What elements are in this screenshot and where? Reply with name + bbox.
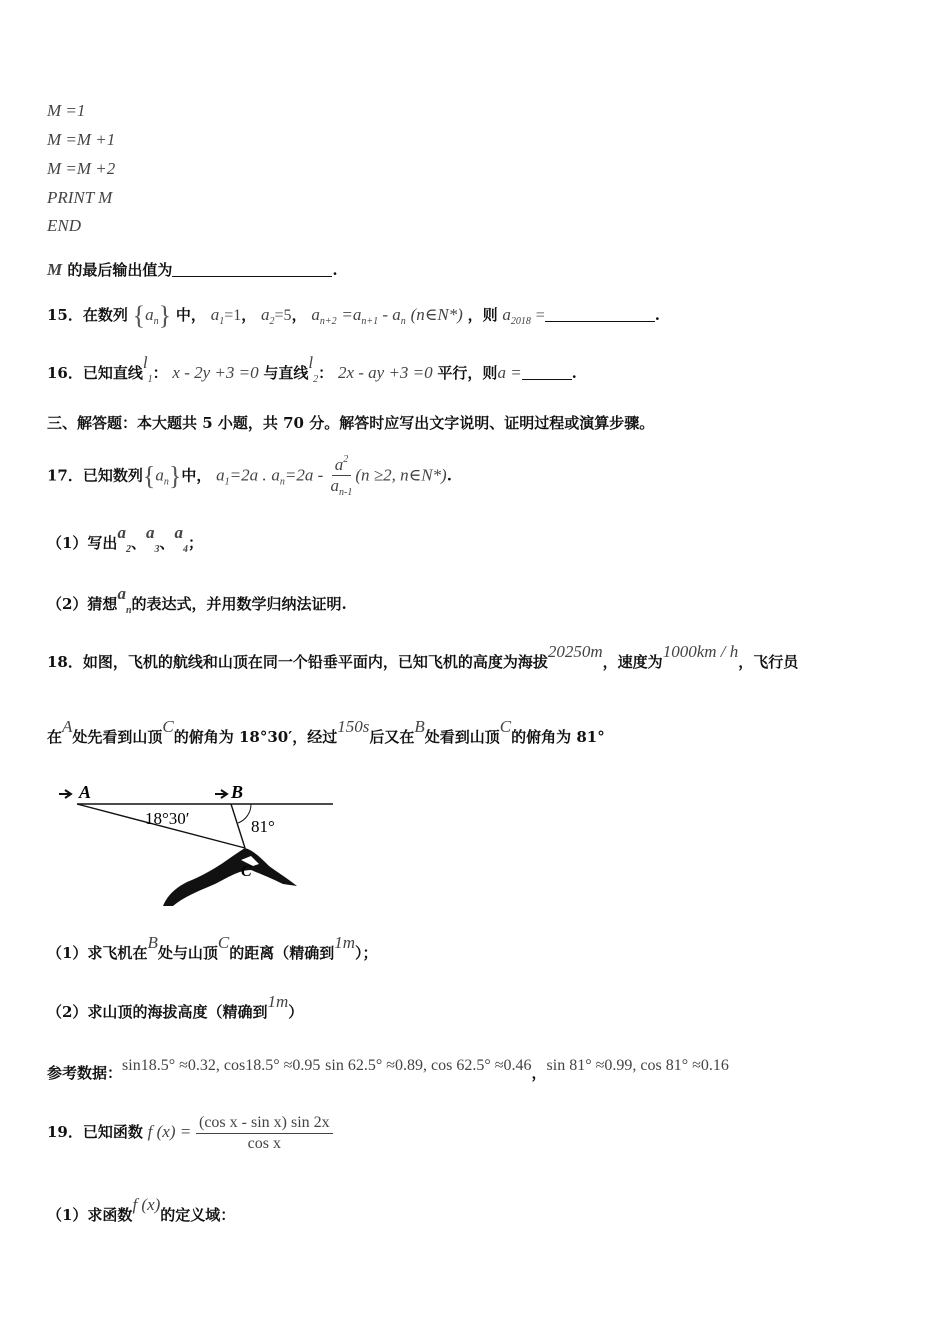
q18-after: 后又在 xyxy=(369,728,415,746)
q18-p2-b: ） xyxy=(288,1003,304,1021)
q15-a2: a xyxy=(261,305,270,324)
program-line-4: PRINT M xyxy=(47,188,113,207)
q19-denominator: cos x xyxy=(247,1134,281,1152)
q15-target-sub: 2018 xyxy=(510,316,531,327)
q18-p1-d: ）； xyxy=(355,944,378,962)
question-16 xyxy=(47,353,577,391)
q15-target: a xyxy=(502,305,511,324)
q18-p2-unit: 1m xyxy=(267,992,289,1011)
q18-p1-b: 处与山顶 xyxy=(157,944,218,962)
q18-at: 在 xyxy=(47,728,63,746)
q15-seq-sub: n xyxy=(153,316,159,327)
q18-intro: 18．如图，飞机的航线和山顶在同一个铅垂平面内，已知飞机的高度为海拔 xyxy=(47,653,548,671)
q17-an-rhs: =2a - xyxy=(284,465,328,485)
q17-p1-sep: 、 xyxy=(130,534,146,552)
q18-p1-point-c: C xyxy=(217,933,230,952)
q19-p1-b: 的定义域： xyxy=(160,1206,236,1224)
fig-label-c: C xyxy=(241,863,252,880)
q14-text: 的最后输出值为 xyxy=(67,261,173,279)
q18-angle-2-text: 的俯角为 81° xyxy=(511,728,605,746)
q18-line-1 xyxy=(47,642,799,673)
q15-rec-rhs1: =a xyxy=(341,305,362,324)
q17-p1-sub3: 3 xyxy=(154,544,160,555)
question-19 xyxy=(47,1110,333,1154)
q18-height: 20250m xyxy=(547,642,603,661)
q18-pilot: ，飞行员 xyxy=(738,653,799,671)
q18-angle-1-text: 的俯角为 18°30′，经过 xyxy=(173,728,338,746)
ref-label: 参考数据： xyxy=(47,1064,123,1082)
q17-p1-sub2: 2 xyxy=(125,544,131,555)
q15-then: ，则 xyxy=(467,306,498,324)
q19-part-1 xyxy=(47,1195,236,1226)
q17-end: . xyxy=(446,466,452,485)
q14-output-line: M 的最后输出值为 . xyxy=(47,260,338,279)
q16-with: 与直线 xyxy=(263,364,309,382)
q17-frac-den-sub: n-1 xyxy=(339,487,353,498)
q17-p2-sub: n xyxy=(125,605,132,616)
q18-p1-point-b: B xyxy=(147,933,158,952)
q18-p1-c: 的距离（精确到 xyxy=(229,944,335,962)
q15-number: 15．在数列 xyxy=(47,306,128,324)
q16-eq1: x - 2y +3 =0 xyxy=(172,363,259,382)
q18-point-b: B xyxy=(414,717,425,736)
q15-domain: (n∈N*) xyxy=(410,305,463,324)
q15-rec-rhs1-sub: n+1 xyxy=(361,316,379,327)
q18-part-1 xyxy=(47,933,378,964)
q18-figure xyxy=(55,778,345,913)
q17-a1-rhs: =2a . xyxy=(229,465,267,485)
q16-l1-sub: 1 xyxy=(147,374,153,385)
q16-end: . xyxy=(571,364,577,382)
section-3-heading: 三、解答题：本大题共 5 小题，共 70 分。解答时应写出文字说明、证明过程或演算步骤。 xyxy=(47,414,655,432)
q16-parallel: 平行，则 xyxy=(437,364,498,382)
q19-f: f (x) = xyxy=(147,1122,192,1141)
ref-comma: ， xyxy=(531,1064,547,1082)
mountain-shape xyxy=(163,848,297,906)
q15-a2-sub: 2 xyxy=(269,316,275,327)
q18-speed: 1000km / h xyxy=(662,642,739,661)
question-15: 15．在数列 $\{a_n\}$ 中， $a_1=1$， $a_2=5$， $a_{n+2} =a_{n+1} - a_n$ (n∈N*) ，则 $a_{2018}$ = . xyxy=(47,301,660,330)
q18-p2-a: （2）求山顶的海拔高度（精确到 xyxy=(47,1003,268,1021)
q15-rec-rhs2-sub: n xyxy=(400,316,406,327)
q17-an-sub: n xyxy=(279,476,285,488)
fig-label-b: B xyxy=(231,782,244,802)
q18-line-2 xyxy=(47,717,605,748)
q17-p1-a2: a xyxy=(117,523,126,542)
q18-point-c: C xyxy=(162,717,174,736)
q18-point-c2: C xyxy=(499,717,512,736)
q17-number: 17．已知数列 xyxy=(47,466,143,485)
q18-p1-a: （1）求飞机在 xyxy=(47,944,148,962)
q18-part-2 xyxy=(47,992,304,1023)
q15-comma: ， xyxy=(241,306,257,324)
q17-a1-sub: 1 xyxy=(224,476,230,488)
q19-numerator: (cos x - sin x) sin 2x xyxy=(196,1113,333,1134)
q17-p1-sub4: 4 xyxy=(182,544,188,555)
q15-rec-minus: - a xyxy=(378,305,401,324)
q17-fraction xyxy=(328,450,356,503)
ref-62-5: sin 62.5° ≈0.89, cos 62.5° ≈0.46 xyxy=(325,1057,532,1074)
q17-part-2 xyxy=(47,584,347,622)
q17-frac-num: a xyxy=(334,455,344,474)
fig-label-a: A xyxy=(79,782,92,802)
q17-seq: a xyxy=(155,465,164,485)
q17-a1: a xyxy=(216,465,225,485)
q15-seq: a xyxy=(145,305,154,324)
q16-eq2: 2x - ay +3 =0 xyxy=(337,363,433,382)
fig-angle-1: 18°30′ xyxy=(145,809,190,828)
q19-number: 19．已知函数 xyxy=(47,1123,143,1141)
q17-part-1 xyxy=(47,523,203,561)
answer-blank xyxy=(545,307,655,322)
q15-a2-rhs: =5 xyxy=(274,307,292,324)
q15-a1-sub: 1 xyxy=(219,316,225,327)
q16-colon2: ： xyxy=(318,364,334,382)
q16-l1: l xyxy=(142,353,148,372)
q15-a1: a xyxy=(210,305,220,324)
fig-angle-2: 81° xyxy=(251,817,275,836)
q17-seq-sub: n xyxy=(163,476,169,488)
arrow-icon xyxy=(59,790,71,798)
q17-p2-label: （2）猜想 xyxy=(47,595,118,613)
q18-first-see: 处先看到山顶 xyxy=(72,728,163,746)
program-line-2: M =M +1 xyxy=(47,130,116,149)
q15-rec-lhs: a xyxy=(311,305,320,324)
arrow-icon xyxy=(215,790,227,798)
program-line-3: M =M +2 xyxy=(47,159,116,178)
q19-fraction xyxy=(196,1113,333,1154)
q17-p1-a3: a xyxy=(145,523,155,542)
q17-cond: (n ≥2, n∈N*) xyxy=(355,465,447,485)
q17-p2-a: a xyxy=(117,584,126,603)
ref-81: sin 81° ≈0.99, cos 81° ≈0.16 xyxy=(546,1057,729,1074)
q15-end: . xyxy=(654,306,660,324)
q18-reference-data xyxy=(47,1054,729,1082)
sight-line-b xyxy=(231,804,245,848)
q18-point-a: A xyxy=(62,717,73,736)
program-line-5: END xyxy=(47,216,81,235)
q17-p1-sep: 、 xyxy=(159,534,175,552)
q17-p1-a4: a xyxy=(174,523,183,542)
q16-a: a = xyxy=(497,363,522,382)
q19-p1-a: （1）求函数 xyxy=(47,1206,133,1224)
q17-mid: 中， xyxy=(181,466,212,485)
q18-see-again: 处看到山顶 xyxy=(424,728,500,746)
answer-blank xyxy=(172,262,332,277)
q15-eq: = xyxy=(535,307,545,324)
q17-frac-den: a xyxy=(330,476,340,495)
q18-time: 150s xyxy=(337,717,370,736)
q16-l2: l xyxy=(308,353,314,372)
q15-a1-rhs: =1 xyxy=(224,307,242,324)
q19-p1-f: f (x) xyxy=(132,1195,161,1214)
q15-mid: 中， xyxy=(175,306,206,324)
ref-18-5: sin18.5° ≈0.32, cos18.5° ≈0.95 xyxy=(122,1057,321,1074)
q16-l2-sub: 2 xyxy=(313,374,319,385)
program-line-1: M =1 xyxy=(47,101,86,120)
q17-p1-label: （1）写出 xyxy=(47,534,118,552)
q16-number: 16．已知直线 xyxy=(47,364,143,382)
q17-frac-num-sup: 2 xyxy=(343,454,349,465)
q17-an: a xyxy=(271,465,280,485)
q17-p2-text: 的表达式，并用数学归纳法证明. xyxy=(131,595,347,613)
q16-colon1: ： xyxy=(152,364,168,382)
q18-speed-label: ，速度为 xyxy=(602,653,663,671)
question-17: 17．已知数列$\{a_n\}$中， $a_1=2a$ . $a_n=2a$ - $\frac{a^2}{a_{n-1}}$ (n ≥2, n∈N*). xyxy=(47,450,452,505)
q14-var: M xyxy=(47,260,63,279)
q15-rec-lhs-sub: n+2 xyxy=(319,316,337,327)
q18-p1-unit: 1m xyxy=(334,933,355,952)
angle-arc xyxy=(238,804,251,823)
answer-blank xyxy=(522,365,572,380)
q17-p1-end: ； xyxy=(187,534,203,552)
